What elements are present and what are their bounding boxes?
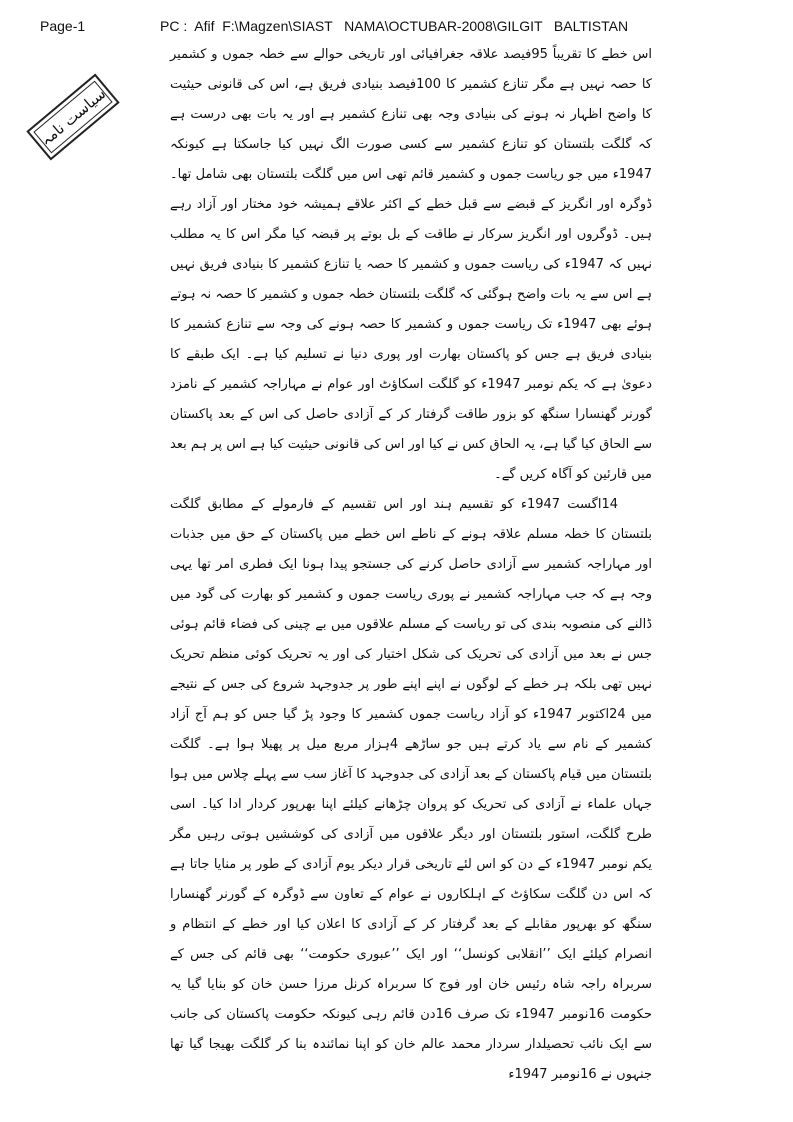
article-paragraph-2: 14اگست 1947ء کو تقسیم ہند اور اس تقسیم کے فارمولے کے مطابق گلگت بلتستان کا خطہ مسلم علاقہ ہونے کے ناطے اس خطے میں پاکستان کے حق میں جذبات اور مہاراجہ کشمیر سے آزادی حاصل کرنے کی جستجو پیدا ہونا ایک فطری امر تھا یہی وجہ ہے کہ جب مہاراجہ کشمیر نے پوری ریاست جموں و کشمیر کو بھارت کی گود میں ڈالنے کی منصوبہ بندی کی تو ریاست کے مسلم علاقوں میں بے چینی کی فضاء قائم ہوئی جس نے بعد میں آزادی کی تحریک کی شکل اختیار کی اور یہ تحریک کوئی منظم تحریک نہیں تھی بلکہ ہر خطے کے لوگوں نے اپنے اپنے طور پر جدوجہد شروع کی جس کے نتیجے میں 24اکتوبر 1947ء کو آزاد ریاست جموں کشمیر کا وجود پڑ گیا جس کو ہم آج آزاد کشمیر کے نام سے یاد کرتے ہیں جو ساڑھے 4ہزار مربع میل پر پھیلا ہوا ہے۔ گلگت بلتستان میں قیام پاکستان کے بعد آزادی کی جدوجہد کا آغاز سب سے پہلے چلاس میں ہوا جہاں علماء نے آزادی کی تحریک کو پروان چڑھانے کیلئے اپنا بھرپور کردار ادا کیا۔ اسی طرح گلگت، استور بلتستان اور دیگر علاقوں میں آزادی کی کوششیں ہوتی رہیں مگر یکم نومبر 1947ء کے دن کو اس لئے تاریخی قرار دیکر یوم آزادی کے طور پر منایا جاتا ہے کہ اس دن گلگت سکاؤٹ کے اہلکاروں نے عوام کے تعاون سے ڈوگرہ کے گورنر گھنسارا سنگھ کو بھرپور مقابلے کے بعد گرفتار کر کے آزادی کا اعلان کیا اور خطے کے انتظام و انصرام کیلئے ایک ’’انقلابی کونسل‘‘ اور ایک ’’عبوری حکومت‘‘ بھی قائم کی جس کے سربراہ راجہ شاہ رئیس خان اور فوج کا سربراہ کرنل مرزا حسن خان کو بنایا گیا یہ حکومت 16نومبر 1947ء تک صرف 16دن قائم رہی کیونکہ حکومت پاکستان کی جانب سے ایک نائب تحصیلدار سردار محمد عالم خان کو اپنا نمائندہ بنا کر گلگت بھیجا گیا تھا جنہوں نے 16نومبر 1947ء (170, 497, 653, 1082)
siasat-nama-stamp (26, 74, 119, 161)
stamp-text: سیاست نامہ (36, 84, 110, 150)
article-paragraph-1: اس خطے کا تقریباً 95فیصد علاقہ جغرافیائی اور تاریخی حوالے سے خطہ جموں و کشمیر کا حصہ نہیں ہے مگر تنازع کشمیر کا 100فیصد بنیادی فریق ہے، اس کی قانونی حیثیت کا واضح اظہار نہ ہونے کی بنیادی وجہ بھی تنازع کشمیر ہے اور یہ بات بھی درست ہے کہ گلگت بلتستان کو تنازع کشمیر سے کسی صورت الگ نہیں کیا جاسکتا ہے کیونکہ 1947ء میں جو ریاست جموں و کشمیر قائم تھی اس میں گلگت بلتستان بھی شامل تھا۔ ڈوگرہ اور انگریز کے قبضے سے قبل خطے کے اکثر علاقے ہمیشہ خود مختار اور آزاد رہے ہیں۔ ڈوگروں اور انگریز سرکار نے طاقت کے بل بوتے پر قبضہ کیا مگر اس کا یہ مطلب نہیں کہ 1947ء کی ریاست جموں و کشمیر کا حصہ یا تنازع کشمیر کا بنیادی فریق نہیں ہے اس سے یہ بات واضح ہوگئی کہ گلگت بلتستان خطہ جموں و کشمیر کا حصہ نہ ہوتے ہوئے بھی 1947ء تک ریاست جموں و کشمیر کا حصہ ہونے کی وجہ سے تنازع کشمیر کا بنیادی فریق ہے جس کو پاکستان بھارت اور پوری دنیا نے تسلیم کیا ہے۔ ایک طبقے کا دعویٰ ہے کہ یکم نومبر 1947ء کو گلگت اسکاؤٹ اور عوام نے مہاراجہ کشمیر کے نامزد گورنر گھنسارا سنگھ کو بزور طاقت گرفتار کر کے آزادی حاصل کی اس کے بعد پاکستان سے الحاق کیا گیا ہے، یہ الحاق کس نے کیا اور اس کی قانونی حیثیت کیا ہے اس پر ہم بعد میں قارئین کو آگاہ کریں گے۔ (170, 47, 653, 482)
article-body (170, 40, 652, 1090)
file-path-header: PC : Afif F:\Magzen\SIAST NAMA\OCTUBAR-2008\GILGIT BALTISTAN (160, 18, 629, 34)
page-number-label: Page-1 (40, 18, 86, 34)
